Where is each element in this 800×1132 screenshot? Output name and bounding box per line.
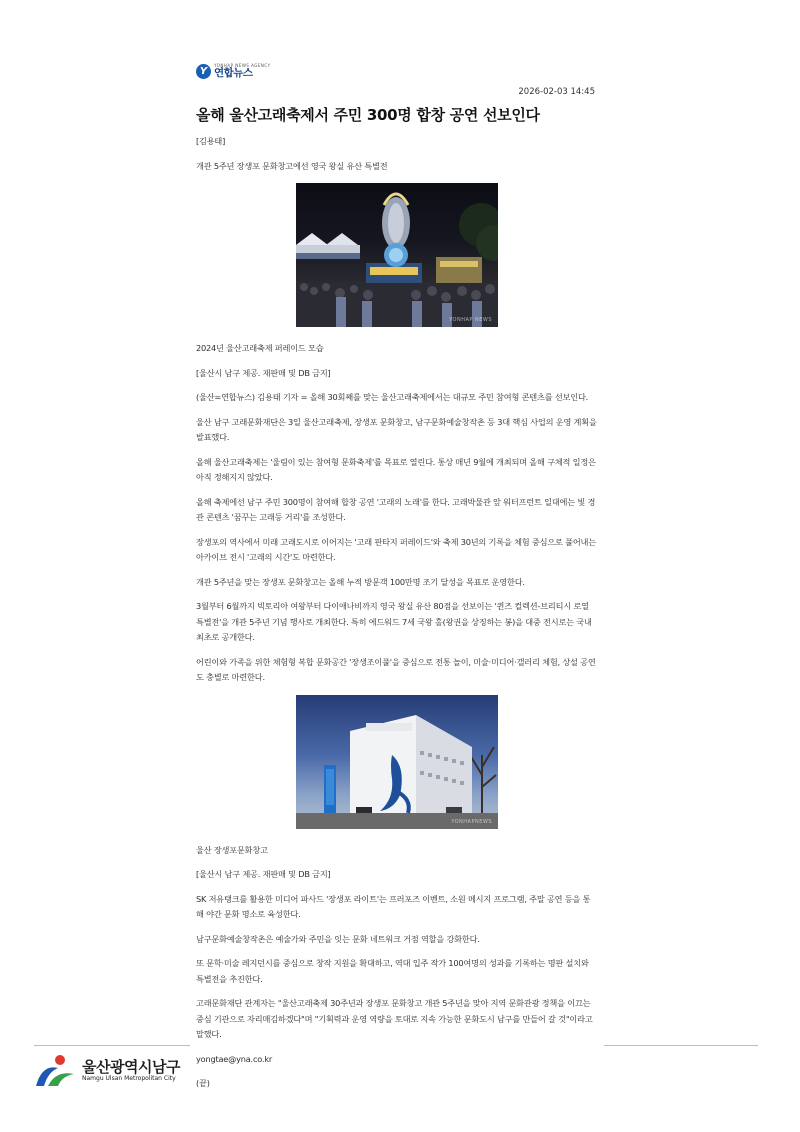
paragraph-a-7: 어린이와 가족을 위한 체험형 복합 문화공간 '장생조이풀'을 중심으로 전통 놀이, 미술·미디어·갤러리 체험, 상설 공연도 충별로 마련한다. bbox=[196, 656, 596, 682]
paragraph-a-1: 울산 남구 고래문화재단은 3일 울산고래축제, 장생포 문화창고, 남구문화예술창작촌 등 3대 핵심 사업의 운영 계획을 발표했다. bbox=[196, 416, 597, 442]
paragraph-a-0: (울산=연합뉴스) 김용태 기자 = 올해 30회째를 맞는 울산고래축제에서는 대규모 주민 참여형 콘텐츠를 선보인다. bbox=[196, 392, 589, 402]
namgu-emblem-icon bbox=[34, 1054, 78, 1088]
paragraph-b-0: SK 저유탱크를 활용한 미디어 파사드 '장생포 라이트'는 프러포즈 이벤트, 소원 메시지 프로그램, 주말 공연 등을 통해 야간 문화 명소로 육성한다. bbox=[196, 893, 591, 919]
paragraph-a-4: 장생포의 역사에서 미래 고래도시로 이어지는 '고래 판타지 퍼레이드'와 축제 30년의 기록을 체험 중심으로 풀어내는 아카이브 전시 '고래의 시간'도 마련한다. bbox=[196, 536, 596, 562]
culture-warehouse-photo bbox=[296, 695, 498, 829]
paragraph-a-2: 올해 울산고래축제는 '울림이 있는 참여형 문화축제'를 목표로 열린다. 통상 매년 9월에 개최되며 올해 구체적 일정은 아직 정해지지 않았다. bbox=[196, 456, 596, 482]
namgu-name-ko: 울산광역시남구 bbox=[82, 1058, 180, 1076]
reporter-email: yongtae@yna.co.kr bbox=[196, 1053, 273, 1064]
yonhap-logo[interactable] bbox=[196, 64, 271, 79]
photo2-credit: [울산시 남구 제공. 재판매 및 DB 금지] bbox=[196, 869, 331, 879]
paragraph-b-2: 또 문학·미술 레지던시를 중심으로 창작 지원을 확대하고, 역대 입주 작가 100여명의 성과를 기록하는 명판 설치와 특별전을 추진한다. bbox=[196, 958, 589, 984]
article-subtitle: 개관 5주년 장생포 문화창고에선 영국 왕실 유산 특별전 bbox=[196, 160, 388, 171]
paragraph-a-3: 올해 축제에선 남구 주민 300명이 참여해 합창 공연 '고래의 노래'를 한다. 고래박물관 앞 워터프런트 일대에는 빛 경관 콘텐츠 '꿈꾸는 고래등 거리'를 조성한다. bbox=[196, 496, 596, 522]
article-title: 올해 울산고래축제서 주민 300명 합창 공연 선보인다 bbox=[196, 106, 540, 124]
namgu-logo[interactable] bbox=[34, 1054, 180, 1088]
article-end-mark: (끝) bbox=[196, 1078, 210, 1088]
photo1-caption: 2024년 울산고래축제 퍼레이드 모습 bbox=[196, 343, 324, 353]
footer-divider-left bbox=[34, 1045, 190, 1046]
byline: [김용태] bbox=[196, 136, 226, 146]
article-datetime: 2026-02-03 14:45 bbox=[518, 87, 595, 97]
footer-divider-right bbox=[604, 1045, 758, 1046]
photo1-credit: [울산시 남구 제공. 재판매 및 DB 금지] bbox=[196, 367, 331, 378]
yonhap-logo-icon: Y bbox=[196, 64, 211, 79]
festival-parade-photo bbox=[296, 183, 498, 327]
logo-text: 연합뉴스 bbox=[214, 67, 253, 80]
photo1-watermark: YONHAP NEWS bbox=[449, 317, 492, 323]
paragraph-a-6: 3월부터 6월까지 빅토리아 여왕부터 다이애나비까지 영국 왕실 유산 80점을 선보이는 '퀸즈 컬렉션-브리티시 로열 특별전'을 개관 5주년 기념 행사로 개최한다. 특히 에드워드 7세 국왕 홀(왕권을 상징하는 봉)을 대중 전시로는 국내 최초로 공개한다. bbox=[196, 601, 592, 642]
paragraph-b-1: 남구문화예술창작촌은 예술가와 주민을 잇는 문화 네트워크 거점 역할을 강화한다. bbox=[196, 933, 480, 944]
article-body bbox=[196, 134, 598, 1101]
photo2-watermark: YONHAPNEWS bbox=[451, 818, 492, 825]
paragraph-b-3: 고래문화재단 관계자는 "울산고래축제 30주년과 장생포 문화창고 개관 5주년을 맞아 지역 문화관광 정책을 이끄는 중심 기관으로 자리매김하겠다"며 "기획력과 운영 역량을 토대로 지속 가능한 문화도시 남구를 만들어 갈 것"이라고 말했다. bbox=[196, 998, 593, 1039]
namgu-name-en: Namgu Ulsan Metropolitan City bbox=[82, 1075, 176, 1082]
logo-small-text: YONHAP NEWS AGENCY bbox=[214, 63, 271, 69]
photo2-caption: 울산 장생포문화창고 bbox=[196, 844, 268, 855]
paragraph-a-5: 개관 5주년을 맞는 장생포 문화창고는 올해 누적 방문객 100만명 조기 달성을 목표로 운영한다. bbox=[196, 576, 525, 587]
